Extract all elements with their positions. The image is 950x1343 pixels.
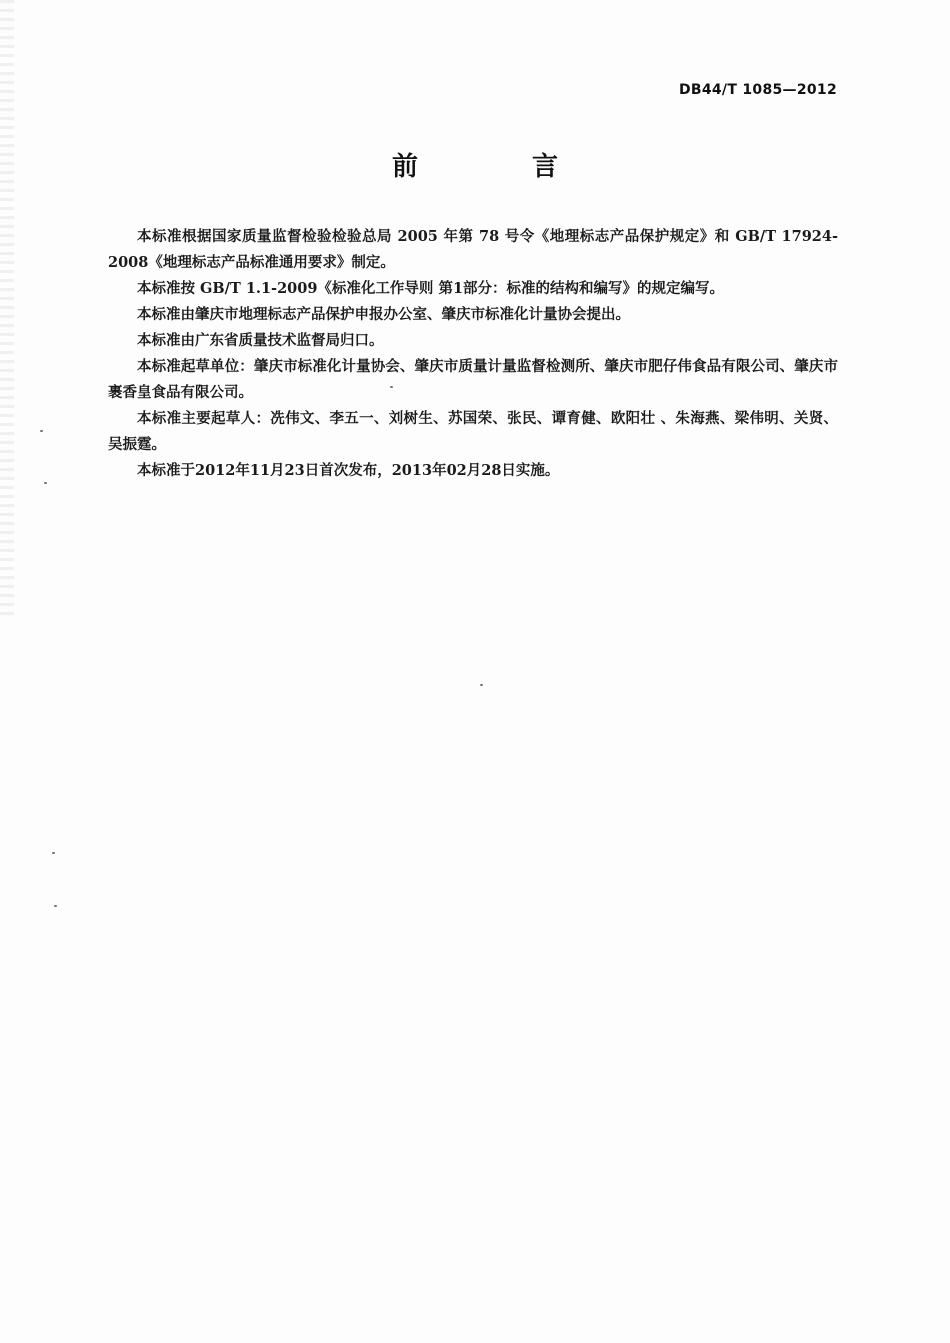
paragraph-drafting-units: 本标准起草单位：肇庆市标准化计量协会、肇庆市质量计量监督检测所、肇庆市肥仔伟食品有限公司、肇庆市裹香皇食品有限公司。 xyxy=(108,358,838,401)
document-code: DB44/T 1085—2012 xyxy=(678,82,837,98)
paragraph-drafters: 本标准主要起草人：冼伟文、李五一、刘树生、苏国荣、张民、谭育健、欧阳壮 、朱海燕、梁伟明、关贤、吴振霆。 xyxy=(108,410,838,453)
scan-edge-noise xyxy=(0,0,14,620)
foreword-body xyxy=(108,224,838,484)
paragraph-drafting-rules: 本标准按 GB/T 1.1-2009《标准化工作导则 第1部分：标准的结构和编写》的规定编写。 xyxy=(137,280,725,297)
paragraph-basis: 本标准根据国家质量监督检验检验总局 2005 年第 78 号令《地理标志产品保护规定》和 GB/T 17924-2008《地理标志产品标准通用要求》制定。 xyxy=(108,228,838,271)
scan-speck xyxy=(390,386,393,388)
scan-speck xyxy=(52,852,55,854)
scan-speck xyxy=(40,430,43,432)
scan-speck xyxy=(44,482,47,484)
paragraph-administrator: 本标准由广东省质量技术监督局归口。 xyxy=(137,332,384,349)
scan-speck xyxy=(480,684,483,686)
page-title: 前 言 xyxy=(391,152,602,182)
paragraph-proposer: 本标准由肇庆市地理标志产品保护申报办公室、肇庆市标准化计量协会提出。 xyxy=(137,306,630,323)
paragraph-release-date: 本标准于2012年11月23日首次发布，2013年02月28日实施。 xyxy=(137,462,560,479)
scan-speck xyxy=(54,905,57,907)
